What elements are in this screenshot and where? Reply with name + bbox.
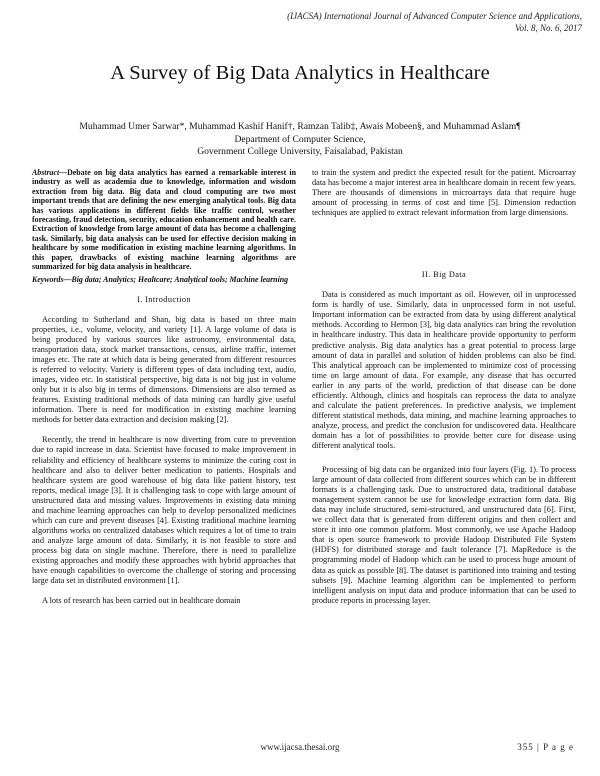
paper-title: A Survey of Big Data Analytics in Healthcare [110,62,490,84]
intro-paragraph-1: According to Sutherland and Shan, big data is based on three main properties, i.e., volume, velocity, and variety [1]. A large volume of data is being produced by various sources like astronomy, environmental data, transportation data, stock market transactions, census, airline traffic, internet images etc. The rate at which data is being generated from different resources is referred to velocity. Variety is different types of data including text, audio, images, video etc. In statistical perspective, big data is not big just in volume only but it is also big in terms of dimensions. Dimensions are also termed as features. Existing traditional methods of data mining can hardly give useful information. There is need for modification in existing machine learning methods for better data extraction and decision making [2]. [32,314,296,425]
affiliation-university: Government College University, Faisalabad, Pakistan [197,146,403,157]
journal-header [162,10,582,34]
footer-page-number: 355 | P a g e [517,742,574,752]
keywords [32,275,296,284]
bigdata-paragraph-2: Processing of big data can be organized into four layers (Fig. 1). To process large amount of data collected from different sources which can be in different formats is a challenging task. Due to unstructured data, traditional database management system cannot be use for knowledge extraction form data. Big data may include structured, semi-structured, and unstructured data [6]. First, we collect data that is generated from different origins and then collect and store it into one common platform. Most commonly, we use Apache Hadoop that is open source framework to provide Hadoop Distributed File System (HDFS) for distributed storage and fault tolerance [7]. MapReduce is the programming model of Hadoop which can be used to process huge amount of data as quick as possible [8]. The dataset is partitioned into training and testing subsets [9]. Machine learning algorithm can be implemented to perform intelligent analysis on input data and produce information that can be used to produce reports in processing layer. [312,465,576,605]
left-column [32,168,296,606]
keywords-text: —Big data; Analytics; Healtcare; Analytical tools; Machine learning [63,275,289,285]
affiliation-dept: Department of Computer Science, [234,134,366,145]
footer-url: www.ijacsa.thesai.org [260,742,340,752]
section-heading-introduction: I. Introduction [137,294,191,304]
right-column [312,168,576,606]
bigdata-paragraph-1: Data is considered as much important as oil. However, oil in unprocessed form is hardly of use. Similarly, data in unprocessed form in not useful. Important information can be extracted from data by using different analytical methods. According to Hermon [3], big data analytics can bring the revolution in healthcare industry. This data in healthcare provide opportunity to perform predictive analysis. Big data analytics has a great potential to process large amount of data in parallel and solution of hidden problems can also be find. This analytical approach can be implemented to minimize cost of processing time on large amount of data. For example, any disease that has occurred earlier in any parts of the world, prediction of that disease can be done efficiently. Although, clinics and hospitals can reprocess the data to analyze and calculate the patient preferences. In predictive analysis, we implement different statistical methods, data mining, and machine learning approaches to analyze, process, and predict the conclusion for undiscovered data. Healthcare domain has a lot of possibilities to provide better cure for disease using different analytical tools. [312,290,576,450]
section-heading-big-data: II. Big Data [421,270,467,280]
abstract-label: Abstract [32,168,60,177]
journal-header-line1: (IJACSA) International Journal of Advanced Computer Science and Applications, [287,11,582,21]
right-paragraph-0: to train the system and predict the expected result for the patient. Microarray data has become a major interest area in healthcare domain in recent few years. There are thousands of dimensions in microarrays data that require huge amount of processing in terms of cost and time [5]. Dimension reduction techniques are applied to extract relevant information from large dimensions. [312,168,576,218]
abstract [32,168,296,271]
intro-paragraph-2: Recently, the trend in healthcare is now diverting from cure to prevention due to rapid increase in data. Scientist have focused to make improvement in reliability and efficiency of healthcare systems to minimize the curing cost in healthcare and also to deliver better medication to patients. Hospitals and healthcare system are good warehouse of big data like patient history, test reports, medical image [3]. It is challenging task to cope with large amount of unstructured data and missing values. Improvements in existing data mining and machine learning approaches can help to develop personalized medicines which can cure and prevent diseases [4]. Existing traditional machine learning algorithms works on centralized databases which requires a lot of time to train and analyze large amount of data. Similarly, it is not feasible to store and process big data on single machine. Therefore, there is need to parallelize existing approaches and modify these approaches with hybrid approaches that have enough capabilities to overcome the challenge of storing and processing large data set in distributed environment [1]. [32,435,296,586]
intro-paragraph-3: A lots of research has been carried out in healthcare domain [42,596,241,606]
authors: Muhammad Umer Sarwar*, Muhammad Kashif Hanif†, Ramzan Talib‡, Awais Mobeen§, and Muhammad Aslam¶ [79,121,521,132]
keywords-label: Keywords [32,275,64,285]
abstract-text: —Debate on big data analytics has earned a remarkable interest in industry as well as academia due to knowledge, information and wisdom extraction from big data. Big data and cloud computing are two most important trends that are defining the new emerging analytical tools. Big data has various applications in different fields like traffic control, weather forecasting, fraud detection, security, education enhancement and health care. Extraction of knowledge from large amount of data has become a challenging task. Similarly, big data analysis can be used for effective decision making in healthcare by some modification in existing machine learning algorithms. In this paper, drawbacks of existing machine learning algorithms are summarized for big data analysis in healthcare. [32,168,296,272]
affiliation [0,134,600,158]
journal-header-line2: Vol. 8, No. 6, 2017 [514,23,582,33]
